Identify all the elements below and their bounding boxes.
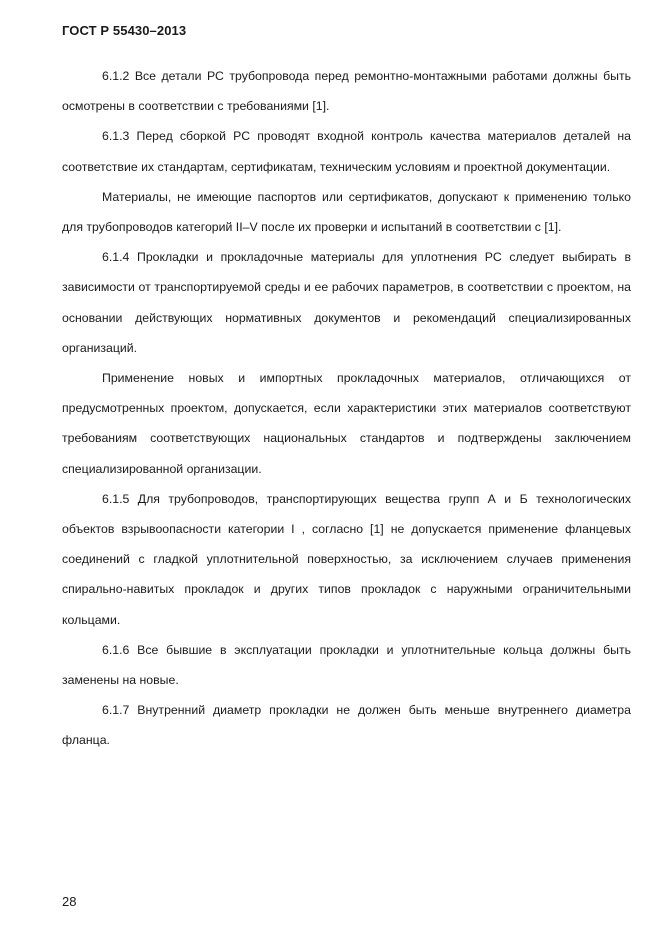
page-number: 28 xyxy=(62,894,77,909)
paragraph-6-1-2: 6.1.2 Все детали РС трубопровода перед ремонтно-монтажными работами должны быть осмотрены в соответствии с требованиями [1]. xyxy=(62,69,631,114)
paragraph-6-1-7: 6.1.7 Внутренний диаметр прокладки не должен быть меньше внутреннего диаметра фланца. xyxy=(62,703,631,748)
paragraph-6-1-4: 6.1.4 Прокладки и прокладочные материалы для уплотнения РС следует выбирать в зависимости от транспортируемой среды и ее рабочих параметров, в соответствии с проектом, на основании действующих нормативных документов и рекомендаций специализированных организаций. xyxy=(62,250,631,355)
paragraph-materials-certificates: Материалы, не имеющие паспортов или сертификатов, допускают к применению только для трубопроводов категорий II–V после их проверки и испытаний в соответствии с [1]. xyxy=(62,189,631,235)
paragraph-new-imported-materials: Применение новых и импортных прокладочных материалов, отличающихся от предусмотренных проектом, допускается, если характеристики этих материалов соответствуют требованиям соответствующих национальных стандартов и подтверждены заключением специализированной организации. xyxy=(62,371,631,476)
document-body xyxy=(62,61,631,756)
paragraph-6-1-6: 6.1.6 Все бывшие в эксплуатации прокладки и уплотнительные кольца должны быть заменены на новые. xyxy=(62,642,631,688)
document-header: ГОСТ Р 55430–2013 xyxy=(62,23,187,38)
paragraph-6-1-3: 6.1.3 Перед сборкой РС проводят входной контроль качества материалов деталей на соответствие их стандартам, сертификатам, техническим условиям и проектной документации. xyxy=(62,129,631,174)
paragraph-6-1-5: 6.1.5 Для трубопроводов, транспортирующих вещества групп А и Б технологических объектов взрывоопасности категории I , согласно [1] не допускается применение фланцевых соединений с гладкой уплотнительной поверхностью, за исключением случаев применения спирально-навитых прокладок и других типов прокладок с наружными ограничительными кольцами. xyxy=(62,491,631,627)
